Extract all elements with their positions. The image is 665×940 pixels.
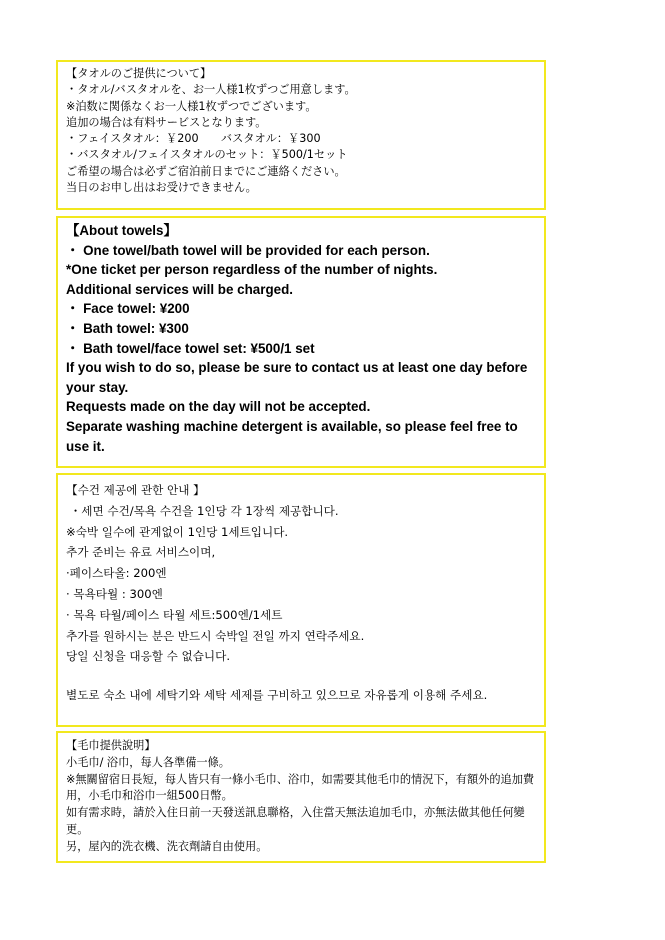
english-line: ・ Face towel: ¥200 [66,301,190,317]
korean-line: ·페이스타올: 200엔 [66,566,167,581]
chinese-line: 小毛巾/ 浴巾，每人各準備一條。 [66,755,230,769]
english-line: ・ Bath towel: ¥300 [66,320,189,336]
english-line: Requests made on the day will not be accepted. [66,399,371,415]
chinese-towel-notice [56,731,546,863]
english-line: Additional services will be charged. [66,281,293,297]
korean-line: ・세면 수건/목욕 수건을 1인당 각 1장씩 제공합니다. [66,503,339,518]
korean-line: 추가 준비는 유료 서비스이며, [66,545,216,560]
english-line: *One ticket per person regardless of the number of nights. [66,262,438,278]
japanese-towel-notice [56,60,546,210]
japanese-line: 追加の場合は有料サービスとなります。 [66,115,267,129]
chinese-line: 另，屋內的洗衣機、洗衣劑請自由使用。 [66,839,268,853]
chinese-title: 【毛巾提供說明】 [66,739,156,752]
korean-line: · 목욕 타월/페이스 타월 세트:500엔/1세트 [66,607,283,622]
korean-line: 당일 신청을 대응할 수 없습니다. [66,649,231,664]
japanese-line: ・フェイスタオル：￥200 バスタオル：￥300 [66,132,321,146]
japanese-line: 当日のお申し出はお受けできません。 [66,181,257,195]
english-line: If you wish to do so, please be sure to contact us at least one day before your stay. [66,360,532,395]
english-towel-notice [56,216,546,468]
korean-title: 【수건 제공에 관한 안내 】 [66,483,205,497]
english-line: ・ One towel/bath towel will be provided for each person. [66,242,430,258]
japanese-line: ・バスタオル/フェイスタオルのセット：￥500/1セット [66,148,348,162]
japanese-line: ※泊数に関係なくお一人様1枚ずつでございます。 [66,99,317,113]
korean-line: · 목욕타월 : 300엔 [66,586,163,601]
japanese-line: ・タオル/バスタオルを、お一人様1枚ずつご用意します。 [66,83,356,97]
korean-note: 별도로 숙소 내에 세탁기와 세탁 세제를 구비하고 있으므로 자유롭게 이용해 주세요. [66,688,488,703]
english-line: Separate washing machine detergent is available, so please feel free to use it. [66,418,522,454]
korean-towel-notice [56,473,546,727]
japanese-title: 【タオルのご提供について】 [66,67,212,80]
spacer [66,667,536,685]
chinese-line: ※無關留宿日長短，每人皆只有一條小毛巾、浴巾，如需要其他毛巾的情況下，有額外的追加費用，小毛巾和浴巾一組500日幣。 [66,772,535,803]
chinese-line: 如有需求時，請於入住日前一天發送訊息聯格，入住當天無法追加毛巾，亦無法做其他任何變更。 [66,806,525,836]
english-title: 【About towels】 [66,223,177,238]
korean-line: 추가를 원하시는 분은 반드시 숙박일 전일 까지 연락주세요. [66,628,365,643]
english-line: ・ Bath towel/face towel set: ¥500/1 set [66,340,315,356]
japanese-line: ご希望の場合は必ずご宿泊前日までにご連絡ください。 [66,164,346,178]
korean-line: ※숙박 일수에 관계없이 1인당 1세트입니다. [66,524,289,539]
